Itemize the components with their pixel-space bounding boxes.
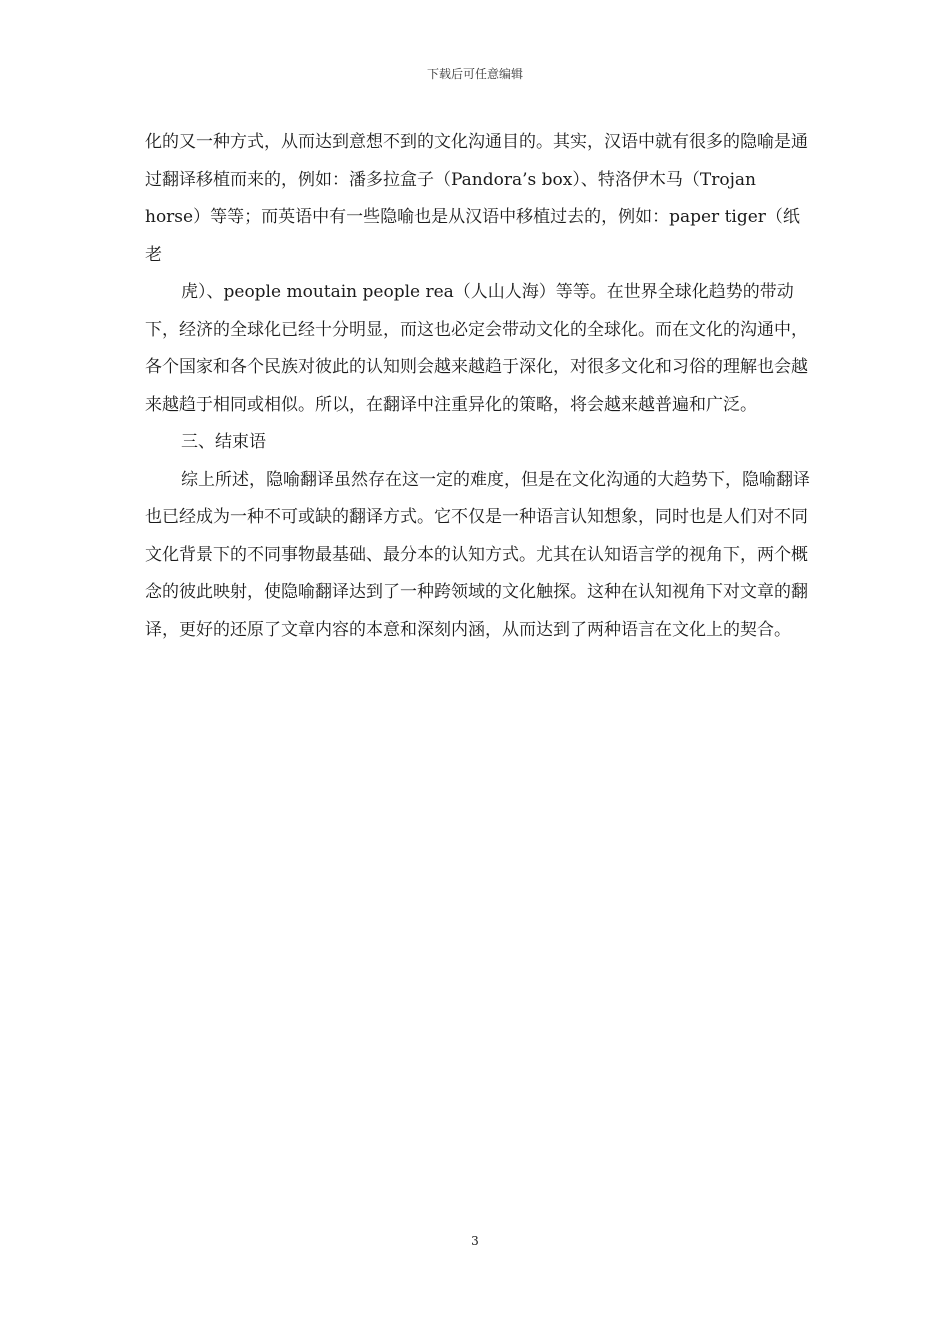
- paragraph-conclusion: 综上所述，隐喻翻译虽然存在这一定的难度，但是在文化沟通的大趋势下，隐喻翻译也已经成为一种不可或缺的翻译方式。它不仅是一种语言认知想象，同时也是人们对不同文化背景下的不同事物最基础、最分本的认知方式。尤其在认知语言学的视角下，两个概念的彼此映射，使隐喻翻译达到了一种跨领域的文化触探。这种在认知视角下对文章的翻译，更好的还原了文章内容的本意和深刻内涵，从而达到了两种语言在文化上的契合。: [145, 469, 810, 640]
- document-body: [145, 124, 815, 649]
- paragraph-globalization: 虎）、people moutain people rea（人山人海）等等。在世界全球化趋势的带动下，经济的全球化已经十分明显，而这也必定会带动文化的全球化。而在文化的沟通中，各个国家和各个民族对彼此的认知则会越来越趋于深化，对很多文化和习俗的理解也会越来越趋于相同或相似。所以，在翻译中注重异化的策略，将会越来越普遍和广泛。: [145, 282, 808, 415]
- section-heading-conclusion: 三、结束语: [181, 432, 266, 452]
- paragraph-continuation: 化的又一种方式，从而达到意想不到的文化沟通目的。其实，汉语中就有很多的隐喻是通过翻译移植而来的，例如：潘多拉盒子（Pandora’s box）、特洛伊木马（Trojan horse）等等；而英语中有一些隐喻也是从汉语中移植过去的，例如：paper tiger（纸老: [145, 132, 808, 265]
- page-number: 3: [471, 1234, 479, 1248]
- page-header: 下载后可任意编辑: [426, 67, 523, 81]
